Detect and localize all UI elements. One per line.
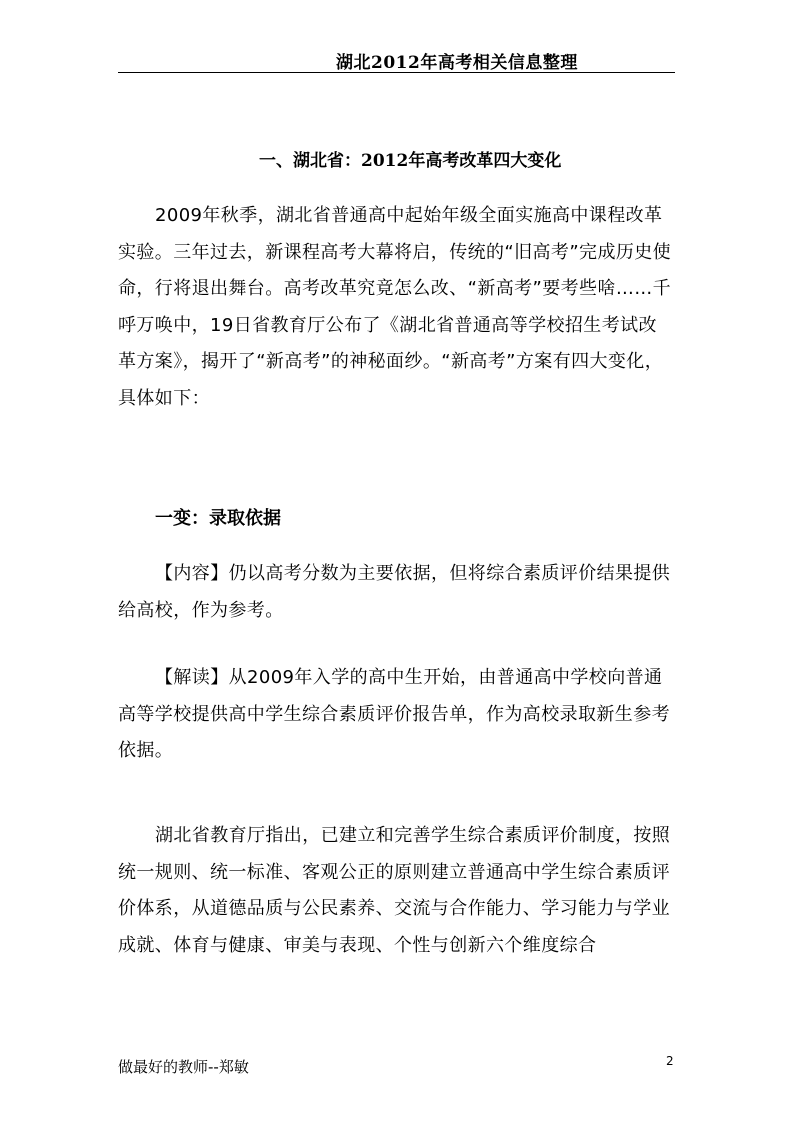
header-divider (118, 72, 675, 73)
page-header-title: 湖北2012年高考相关信息整理 (336, 53, 578, 73)
footer-author: 做最好的教师--郑敏 (118, 1058, 249, 1076)
paragraph-content: 【内容】仍以高考分数为主要依据，但将综合素质评价结果提供给高校，作为参考。 (118, 563, 671, 621)
subsection-title: 一变：录取依据 (155, 508, 281, 529)
paragraph-intro: 2009年秋季，湖北省普通高中起始年级全面实施高中课程改革实验。三年过去，新课程高考大幕将启，传统的“旧高考”完成历史使命，行将退出舞台。高考改革究竟怎么改、“新高考”要考些啥……千呼万唤中，19日省教育厅公布了《湖北省普通高等学校招生考试改革方案》，揭开了“新高考”的神秘面纱。“新高考”方案有四大变化，具体如下： (118, 205, 672, 409)
paragraph-interpretation: 【解读】从2009年入学的高中生开始，由普通高中学校向普通高等学校提供高中学生综合素质评价报告单，作为高校录取新生参考依据。 (118, 667, 670, 761)
section-title: 一、湖北省：2012年高考改革四大变化 (259, 151, 562, 171)
paragraph-evaluation: 湖北省教育厅指出，已建立和完善学生综合素质评价制度，按照统一规则、统一标准、客观公正的原则建立普通高中学生综合素质评价体系，从道德品质与公民素养、交流与合作能力、学习能力与学业成就、体育与健康、审美与表现、个性与创新六个维度综合 (118, 825, 671, 956)
page-number: 2 (666, 1054, 674, 1068)
